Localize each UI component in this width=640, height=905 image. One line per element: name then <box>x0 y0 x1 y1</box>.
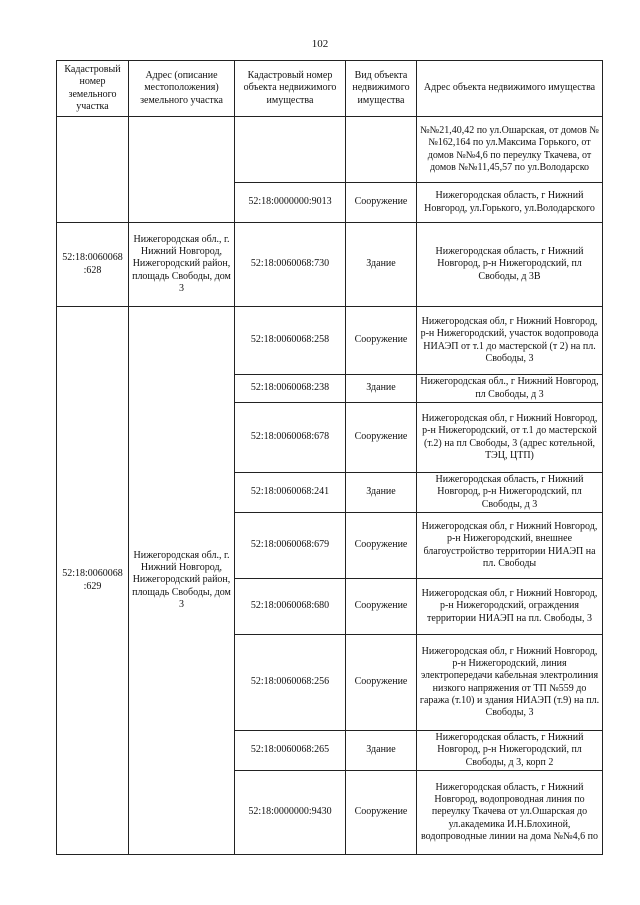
header-object-cadnum: Кадастровый номер объекта недвижимого имущества <box>235 61 346 117</box>
header-land-cadnum: Кадастровый номер земельного участка <box>57 61 129 117</box>
object-cadnum-cell: 52:18:0060068:256 <box>235 635 346 731</box>
object-address-cell: Нижегородская обл, г Нижний Новгород, р-н Нижегородский, участок водопровода НИАЭП от т.1 до мастерской (т 2) на пл. Свободы, 3 <box>417 307 603 375</box>
land-address-cell: Нижегородская обл., г. Нижний Новгород, Нижегородский район, площадь Свободы, дом 3 <box>129 223 235 307</box>
object-cadnum-cell: 52:18:0060068:238 <box>235 375 346 403</box>
object-address-cell: Нижегородская обл, г Нижний Новгород, р-н Нижегородский, линия электропередачи кабельная электролиния низкого напряжения от ТП №559 до гаража (т.10) и здания НИАЭП (т.9) на пл. Свободы, 3 <box>417 635 603 731</box>
cadastral-table <box>56 60 603 855</box>
land-address-cell: Нижегородская обл., г. Нижний Новгород, Нижегородский район, площадь Свободы, дом 3 <box>129 307 235 855</box>
object-address-cell: Нижегородская обл, г Нижний Новгород, р-н Нижегородский, от т.1 до мастерской (т.2) на пл Свободы, 3 (адрес котельной, ТЭЦ, ЦТП) <box>417 403 603 473</box>
object-address-cell: Нижегородская обл, г Нижний Новгород, р-н Нижегородский, ограждения территории НИАЭП на пл. Свободы, 3 <box>417 579 603 635</box>
object-type-cell: Сооружение <box>346 307 417 375</box>
object-cadnum-cell: 52:18:0060068:730 <box>235 223 346 307</box>
object-address-cell: Нижегородская область, г Нижний Новгород, ул.Горького, ул.Володарского <box>417 183 603 223</box>
object-type-cell <box>346 117 417 183</box>
object-cadnum-cell: 52:18:0060068:241 <box>235 473 346 513</box>
object-cadnum-cell: 52:18:0000000:9430 <box>235 771 346 855</box>
object-cadnum-cell <box>235 117 346 183</box>
object-type-cell: Сооружение <box>346 579 417 635</box>
object-type-cell: Сооружение <box>346 635 417 731</box>
object-address-cell: Нижегородская область, г Нижний Новгород, р-н Нижегородский, пл Свободы, д 3, корп 2 <box>417 731 603 771</box>
table-row <box>57 307 603 375</box>
land-cadnum-cell: 52:18:0060068 :628 <box>57 223 129 307</box>
object-address-cell: Нижегородская обл., г Нижний Новгород, пл Свободы, д 3 <box>417 375 603 403</box>
object-type-cell: Здание <box>346 223 417 307</box>
object-cadnum-cell: 52:18:0060068:679 <box>235 513 346 579</box>
header-land-address: Адрес (описание местоположения) земельного участка <box>129 61 235 117</box>
object-cadnum-cell: 52:18:0000000:9013 <box>235 183 346 223</box>
page-number: 102 <box>311 38 329 50</box>
object-type-cell: Здание <box>346 375 417 403</box>
land-address-cell <box>129 117 235 223</box>
header-object-type: Вид объекта недвижимого имущества <box>346 61 417 117</box>
object-address-cell: Нижегородская область, г Нижний Новгород, р-н Нижегородский, пл Свободы, д 3В <box>417 223 603 307</box>
object-type-cell: Здание <box>346 731 417 771</box>
header-row <box>57 61 603 117</box>
object-type-cell: Сооружение <box>346 183 417 223</box>
land-cadnum-cell: 52:18:0060068 :629 <box>57 307 129 855</box>
object-type-cell: Сооружение <box>346 403 417 473</box>
table-row <box>57 223 603 307</box>
header-object-address: Адрес объекта недвижимого имущества <box>417 61 603 117</box>
object-address-cell: Нижегородская область, г Нижний Новгород, р-н Нижегородский, пл Свободы, д 3 <box>417 473 603 513</box>
land-cadnum-cell <box>57 117 129 223</box>
object-cadnum-cell: 52:18:0060068:258 <box>235 307 346 375</box>
table-row <box>57 117 603 183</box>
object-address-cell: Нижегородская обл, г Нижний Новгород, р-н Нижегородский, внешнее благоустройство территории НИАЭП на пл. Свободы <box>417 513 603 579</box>
object-cadnum-cell: 52:18:0060068:678 <box>235 403 346 473</box>
object-cadnum-cell: 52:18:0060068:265 <box>235 731 346 771</box>
object-type-cell: Сооружение <box>346 513 417 579</box>
object-type-cell: Здание <box>346 473 417 513</box>
object-cadnum-cell: 52:18:0060068:680 <box>235 579 346 635</box>
object-address-cell: №№21,40,42 по ул.Ошарская, от домов №№162,164 по ул.Максима Горького, от домов №№4,6 по переулку Ткачева, от домов №№11,45,57 по ул.Володарско <box>417 117 603 183</box>
object-type-cell: Сооружение <box>346 771 417 855</box>
object-address-cell: Нижегородская область, г Нижний Новгород, водопроводная линия по переулку Ткачева от ул.Ошарская до ул.академика И.Н.Блохиной, водопроводные линии на дома №№4,6 по <box>417 771 603 855</box>
